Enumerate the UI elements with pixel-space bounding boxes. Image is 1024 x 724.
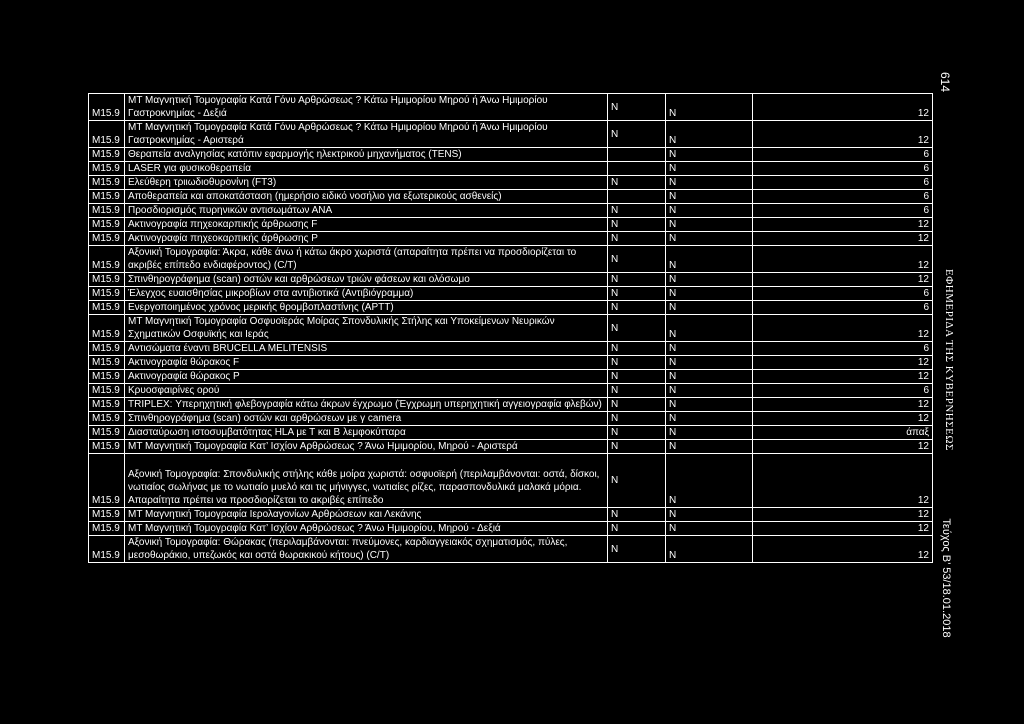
table-row	[89, 426, 933, 440]
row-description: Σπινθηρογράφημα (scan) οστών και αρθρώσεων με γ camera	[125, 412, 608, 426]
row-frequency: 12	[753, 454, 933, 508]
row-flag-1: Ν	[608, 356, 666, 370]
row-flag-1	[608, 148, 666, 162]
row-description: Αντισώματα έναντι BRUCELLA MELITENSIS	[125, 342, 608, 356]
row-description: Έλεγχος ευαισθησίας μικροβίων στα αντιβιοτικά (Αντιβιόγραμμα)	[125, 287, 608, 301]
row-description: Αξονική Τομογραφία: Άκρα, κάθε άνω ή κάτω άκρο χωριστά (απαραίτητα πρέπει να προσδιορίζεται το ακριβές επίπεδο ενδιαφέροντος) (C/T)	[125, 246, 608, 273]
table-row	[89, 246, 933, 273]
row-flag-2: Ν	[666, 398, 753, 412]
row-flag-1: Ν	[608, 426, 666, 440]
row-frequency: 12	[753, 508, 933, 522]
row-flag-1: Ν	[608, 121, 666, 148]
row-flag-1: Ν	[608, 398, 666, 412]
row-flag-2: Ν	[666, 454, 753, 508]
row-flag-2: Ν	[666, 94, 753, 121]
row-code: Μ15.9	[89, 121, 125, 148]
row-flag-1: Ν	[608, 440, 666, 454]
row-code: Μ15.9	[89, 398, 125, 412]
row-frequency: 12	[753, 536, 933, 563]
row-flag-1	[608, 190, 666, 204]
row-frequency: 6	[753, 301, 933, 315]
row-flag-2: Ν	[666, 342, 753, 356]
row-flag-1: Ν	[608, 315, 666, 342]
row-frequency: 6	[753, 148, 933, 162]
row-flag-1: Ν	[608, 454, 666, 508]
table-row	[89, 94, 933, 121]
table-row	[89, 301, 933, 315]
row-flag-2: Ν	[666, 440, 753, 454]
row-flag-2: Ν	[666, 273, 753, 287]
row-flag-1: Ν	[608, 218, 666, 232]
row-code: Μ15.9	[89, 218, 125, 232]
row-code: Μ15.9	[89, 426, 125, 440]
row-code: Μ15.9	[89, 232, 125, 246]
row-flag-1: Ν	[608, 508, 666, 522]
row-code: Μ15.9	[89, 342, 125, 356]
table-row	[89, 232, 933, 246]
row-code: Μ15.9	[89, 148, 125, 162]
row-code: Μ15.9	[89, 522, 125, 536]
table-row	[89, 148, 933, 162]
row-description: Θεραπεία αναλγησίας κατόπιν εφαρμογής ηλεκτρικού μηχανήματος (TENS)	[125, 148, 608, 162]
row-flag-1: Ν	[608, 522, 666, 536]
row-code: Μ15.9	[89, 94, 125, 121]
row-flag-2: Ν	[666, 508, 753, 522]
row-frequency: 12	[753, 412, 933, 426]
row-flag-2: Ν	[666, 232, 753, 246]
table-row	[89, 370, 933, 384]
row-flag-2: Ν	[666, 148, 753, 162]
row-description: Ενεργοποιημένος χρόνος μερικής θρομβοπλαστίνης (APTT)	[125, 301, 608, 315]
row-description: TRIPLEX: Υπερηχητική φλεβογραφία κάτω άκρων έγχρωμο (Έγχρωμη υπερηχητική αγγειογραφία φλεβών)	[125, 398, 608, 412]
row-code: Μ15.9	[89, 204, 125, 218]
row-flag-1: Ν	[608, 176, 666, 190]
row-flag-1: Ν	[608, 412, 666, 426]
row-code: Μ15.9	[89, 440, 125, 454]
row-description: Αξονική Τομογραφία: Σπονδυλικής στήλης κάθε μοίρα χωριστά: οσφυοϊερή (περιλαμβάνονται: οστά, δίσκοι, νωτιαίος σωλήνας με το νωτιαίο μυελό και τις μήνιγγες, νωτιαίες ρίζες, παρασπονδυλικά μαλακά μόρια. Απαραίτητα πρέπει να προσδιορίζεται το ακριβές επίπεδο	[125, 454, 608, 508]
row-description: Κρυοσφαιρίνες ορού	[125, 384, 608, 398]
row-code: Μ15.9	[89, 273, 125, 287]
row-flag-1: Ν	[608, 246, 666, 273]
row-frequency: 6	[753, 384, 933, 398]
journal-title: ΕΦΗΜΕΡΙΔΑ ΤΗΣ ΚΥΒΕΡΝΗΣΕΩΣ	[943, 269, 955, 451]
row-frequency: 12	[753, 94, 933, 121]
row-frequency: άπαξ	[753, 426, 933, 440]
row-frequency: 6	[753, 162, 933, 176]
row-description: Ακτινογραφία θώρακος F	[125, 356, 608, 370]
row-frequency: 6	[753, 176, 933, 190]
table-row	[89, 176, 933, 190]
row-frequency: 12	[753, 232, 933, 246]
row-flag-1: Ν	[608, 384, 666, 398]
row-code: Μ15.9	[89, 356, 125, 370]
row-flag-2: Ν	[666, 162, 753, 176]
row-description: ΜΤ Μαγνητική Τομογραφία Κατ’ Ισχίον Αρθρώσεως ? Άνω Ημιμορίου, Μηρού - Αριστερά	[125, 440, 608, 454]
row-flag-1: Ν	[608, 301, 666, 315]
row-flag-1: Ν	[608, 204, 666, 218]
row-flag-2: Ν	[666, 204, 753, 218]
row-code: Μ15.9	[89, 508, 125, 522]
row-flag-2: Ν	[666, 176, 753, 190]
row-description: Διασταύρωση ιστοσυμβατότητας HLA με Τ και Β λεμφοκύτταρα	[125, 426, 608, 440]
row-flag-1: Ν	[608, 342, 666, 356]
row-description: ΜΤ Μαγνητική Τομογραφία Κατά Γόνυ Αρθρώσεως ? Κάτω Ημιμορίου Μηρού ή Άνω Ημιμορίου Γαστροκνημίας - Αριστερά	[125, 121, 608, 148]
row-frequency: 12	[753, 370, 933, 384]
row-flag-1: Ν	[608, 232, 666, 246]
row-flag-1: Ν	[608, 94, 666, 121]
row-code: Μ15.9	[89, 370, 125, 384]
row-code: Μ15.9	[89, 162, 125, 176]
row-flag-2: Ν	[666, 370, 753, 384]
row-code: Μ15.9	[89, 412, 125, 426]
issue-label: Τεύχος Β’ 53/18.01.2018	[940, 518, 952, 638]
row-frequency: 6	[753, 204, 933, 218]
row-code: Μ15.9	[89, 315, 125, 342]
row-flag-1: Ν	[608, 370, 666, 384]
row-flag-2: Ν	[666, 412, 753, 426]
row-description: ΜΤ Μαγνητική Τομογραφία Κατά Γόνυ Αρθρώσεως ? Κάτω Ημιμορίου Μηρού ή Άνω Ημιμορίου Γαστροκνημίας - Δεξιά	[125, 94, 608, 121]
table-row	[89, 440, 933, 454]
row-flag-2: Ν	[666, 384, 753, 398]
row-description: Αξονική Τομογραφία: Θώρακας (περιλαμβάνονται: πνεύμονες, καρδιαγγειακός σχηματισμός, πύλες, μεσοθωράκιο, υπεζωκός και οστά θωρακικού κήτους) (C/T)	[125, 536, 608, 563]
row-flag-1	[608, 162, 666, 176]
row-flag-1: Ν	[608, 536, 666, 563]
row-flag-2: Ν	[666, 536, 753, 563]
row-flag-2: Ν	[666, 426, 753, 440]
services-table	[88, 93, 933, 563]
table-row	[89, 384, 933, 398]
row-code: Μ15.9	[89, 176, 125, 190]
row-frequency: 12	[753, 246, 933, 273]
page-number: 614	[938, 71, 952, 93]
table-row	[89, 412, 933, 426]
row-description: Ακτινογραφία πηχεοκαρπικής άρθρωσης P	[125, 232, 608, 246]
table-row	[89, 315, 933, 342]
row-frequency: 12	[753, 121, 933, 148]
row-frequency: 12	[753, 315, 933, 342]
row-frequency: 12	[753, 398, 933, 412]
row-flag-2: Ν	[666, 121, 753, 148]
table-row	[89, 342, 933, 356]
row-flag-2: Ν	[666, 522, 753, 536]
row-description: Ελεύθερη τριιωδιοθυρονίνη (FT3)	[125, 176, 608, 190]
row-code: Μ15.9	[89, 246, 125, 273]
services-table-body	[89, 94, 933, 563]
row-flag-2: Ν	[666, 246, 753, 273]
row-code: Μ15.9	[89, 190, 125, 204]
table-row	[89, 398, 933, 412]
row-flag-2: Ν	[666, 301, 753, 315]
row-code: Μ15.9	[89, 536, 125, 563]
row-flag-2: Ν	[666, 287, 753, 301]
table-row	[89, 522, 933, 536]
row-description: Προσδιορισμός πυρηνικών αντισωμάτων ΑΝΑ	[125, 204, 608, 218]
row-flag-2: Ν	[666, 315, 753, 342]
row-code: Μ15.9	[89, 301, 125, 315]
row-frequency: 6	[753, 342, 933, 356]
row-code: Μ15.9	[89, 454, 125, 508]
row-frequency: 12	[753, 273, 933, 287]
table-row	[89, 204, 933, 218]
table-row	[89, 218, 933, 232]
table-row	[89, 508, 933, 522]
row-description: Αποθεραπεία και αποκατάσταση (ημερήσιο ειδικό νοσήλιο για εξωτερικούς ασθενείς)	[125, 190, 608, 204]
row-frequency: 12	[753, 440, 933, 454]
row-flag-2: Ν	[666, 218, 753, 232]
row-flag-2: Ν	[666, 356, 753, 370]
row-code: Μ15.9	[89, 287, 125, 301]
row-flag-2: Ν	[666, 190, 753, 204]
row-frequency: 12	[753, 218, 933, 232]
row-frequency: 6	[753, 190, 933, 204]
table-row	[89, 121, 933, 148]
row-flag-1: Ν	[608, 287, 666, 301]
table-row	[89, 190, 933, 204]
row-description: Σπινθηρογράφημα (scan) οστών και αρθρώσεων τριών φάσεων και ολόσωμο	[125, 273, 608, 287]
table-row	[89, 536, 933, 563]
row-description: LASER για φυσικοθεραπεία	[125, 162, 608, 176]
row-description: ΜΤ Μαγνητική Τομογραφία Ιερολαγονίων Αρθρώσεων και Λεκάνης	[125, 508, 608, 522]
row-frequency: 6	[753, 287, 933, 301]
row-description: ΜΤ Μαγνητική Τομογραφία Κατ’ Ισχίον Αρθρώσεως ? Άνω Ημιμορίου, Μηρού - Δεξιά	[125, 522, 608, 536]
row-description: ΜΤ Μαγνητική Τομογραφία Οσφυοϊεράς Μοίρας Σπονδυλικής Στήλης και Υποκείμενων Νευρικών Σχηματικών Οσφυϊκής και Ιεράς	[125, 315, 608, 342]
table-row	[89, 454, 933, 508]
row-description: Ακτινογραφία πηχεοκαρπικής άρθρωσης F	[125, 218, 608, 232]
row-description: Ακτινογραφία θώρακος P	[125, 370, 608, 384]
row-frequency: 12	[753, 522, 933, 536]
table-row	[89, 162, 933, 176]
row-frequency: 12	[753, 356, 933, 370]
row-flag-1: Ν	[608, 273, 666, 287]
table-row	[89, 273, 933, 287]
table-row	[89, 356, 933, 370]
table-row	[89, 287, 933, 301]
row-code: Μ15.9	[89, 384, 125, 398]
